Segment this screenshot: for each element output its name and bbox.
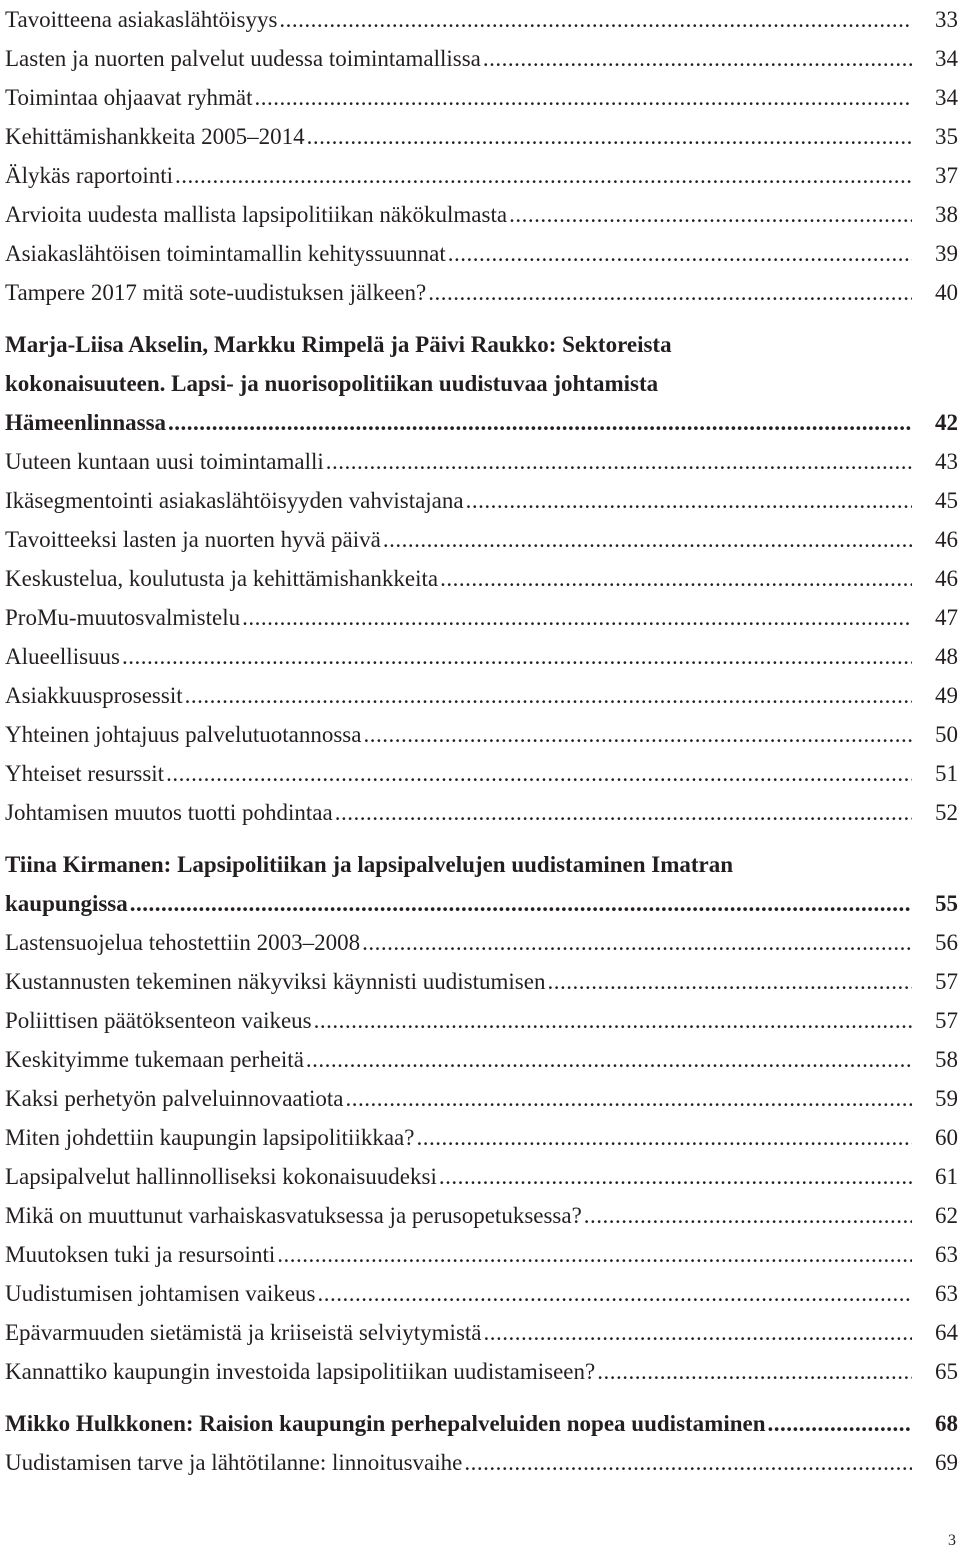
section-heading-entry[interactable]	[5, 884, 960, 923]
dot-leader	[326, 442, 912, 481]
toc-entry-title: Kehittämishankkeita 2005–2014	[5, 124, 305, 149]
section-heading-page: 68	[935, 1411, 958, 1436]
dot-leader	[185, 676, 912, 715]
toc-entry-title: Kannattiko kaupungin investoida lapsipolitiikan uudistamiseen?	[5, 1359, 596, 1384]
toc-entry[interactable]	[5, 520, 960, 559]
toc-entry-title: Uuteen kuntaan uusi toimintamalli	[5, 449, 324, 474]
toc-entry[interactable]	[5, 117, 960, 156]
section-heading-line: Marja-Liisa Akselin, Markku Rimpelä ja Päivi Raukko: Sektoreista	[5, 332, 672, 357]
toc-entry-title: Tampere 2017 mitä sote-uudistuksen jälkeen?	[5, 280, 427, 305]
toc-entry-title: Asiakaslähtöisen toimintamallin kehityssuunnat	[5, 241, 446, 266]
toc-entry-page: 35	[935, 124, 958, 149]
toc-entry[interactable]	[5, 1040, 960, 1079]
toc-entry-title: Yhteiset resurssit	[5, 761, 165, 786]
toc-entry-title: Lapsipalvelut hallinnolliseksi kokonaisuudeksi	[5, 1164, 437, 1189]
section-heading-page: 55	[935, 891, 958, 916]
toc-entry-page: 38	[935, 202, 958, 227]
toc-entry[interactable]	[5, 156, 960, 195]
dot-leader	[509, 195, 912, 234]
toc-entry-title: Asiakkuusprosessit	[5, 683, 183, 708]
toc-section-raisio	[5, 1404, 960, 1482]
toc-entry-page: 51	[935, 761, 958, 786]
toc-entry-page: 46	[935, 566, 958, 591]
dot-leader	[383, 520, 912, 559]
section-heading-entry[interactable]	[5, 1404, 960, 1443]
section-heading-title: Mikko Hulkkonen: Raision kaupungin perhepalveluiden nopea uudistaminen	[5, 1411, 766, 1436]
toc-block-tampere	[5, 0, 960, 312]
dot-leader	[448, 234, 912, 273]
toc-entry-title: ProMu-muutosvalmistelu	[5, 605, 241, 630]
toc-entry-title: Lasten ja nuorten palvelut uudessa toimintamallissa	[5, 46, 481, 71]
section-heading-line: Tiina Kirmanen: Lapsipolitiikan ja lapsipalvelujen uudistaminen Imatran	[5, 852, 734, 877]
dot-leader	[483, 39, 912, 78]
toc-entry[interactable]	[5, 598, 960, 637]
toc-entry-title: Kustannusten tekeminen näkyviksi käynnisti uudistumisen	[5, 969, 546, 994]
dot-leader	[439, 1157, 912, 1196]
toc-entry[interactable]	[5, 923, 960, 962]
toc-entry-title: Tavoitteeksi lasten ja nuorten hyvä päivä	[5, 527, 381, 552]
section-heading-entry[interactable]	[5, 403, 960, 442]
dot-leader	[335, 793, 912, 832]
toc-entry-page: 49	[935, 683, 958, 708]
dot-leader	[464, 1443, 912, 1482]
toc-entry-page: 65	[935, 1359, 958, 1384]
dot-leader	[584, 1196, 912, 1235]
toc-entry-title: Arvioita uudesta mallista lapsipolitiikan näkökulmasta	[5, 202, 508, 227]
toc-entry[interactable]	[5, 234, 960, 273]
toc-entry-title: Ikäsegmentointi asiakaslähtöisyyden vahvistajana	[5, 488, 464, 513]
dot-leader	[363, 715, 912, 754]
toc-entry-title: Mikä on muuttunut varhaiskasvatuksessa ja perusopetuksessa?	[5, 1203, 582, 1228]
toc-entry[interactable]	[5, 1352, 960, 1391]
section-heading-page: 42	[935, 410, 958, 435]
toc-entry-title: Muutoksen tuki ja resursointi	[5, 1242, 276, 1267]
dot-leader	[130, 884, 912, 923]
toc-entry-page: 62	[935, 1203, 958, 1228]
dot-leader	[279, 0, 912, 39]
toc-entry[interactable]	[5, 442, 960, 481]
toc-entry-page: 34	[935, 46, 958, 71]
toc-entry-title: Poliittisen päätöksenteon vaikeus	[5, 1008, 312, 1033]
dot-leader	[314, 1001, 912, 1040]
toc-entry-page: 69	[935, 1450, 958, 1475]
toc-entry[interactable]	[5, 1001, 960, 1040]
toc-entry[interactable]	[5, 1313, 960, 1352]
toc-entry-title: Yhteinen johtajuus palvelutuotannossa	[5, 722, 362, 747]
toc-entry[interactable]	[5, 481, 960, 520]
toc-entry-page: 50	[935, 722, 958, 747]
dot-leader	[175, 156, 912, 195]
dot-leader	[547, 962, 912, 1001]
toc-entry-title: Johtamisen muutos tuotti pohdintaa	[5, 800, 333, 825]
toc-entry[interactable]	[5, 195, 960, 234]
toc-entry-page: 64	[935, 1320, 958, 1345]
toc-section-imatra	[5, 845, 960, 1391]
toc-entry-page: 56	[935, 930, 958, 955]
toc-entry[interactable]	[5, 637, 960, 676]
dot-leader	[277, 1235, 912, 1274]
toc-entry[interactable]	[5, 78, 960, 117]
toc-entry[interactable]	[5, 715, 960, 754]
toc-entry-title: Älykäs raportointi	[5, 163, 173, 188]
toc-entry-page: 59	[935, 1086, 958, 1111]
toc-entry-page: 58	[935, 1047, 958, 1072]
toc-entry[interactable]	[5, 676, 960, 715]
toc-entry-page: 39	[935, 241, 958, 266]
toc-entry-page: 46	[935, 527, 958, 552]
toc-entry[interactable]	[5, 754, 960, 793]
toc-entry[interactable]	[5, 1157, 960, 1196]
toc-entry[interactable]	[5, 1118, 960, 1157]
dot-leader	[168, 403, 912, 442]
toc-entry-page: 34	[935, 85, 958, 110]
section-heading-line: kokonaisuuteen. Lapsi- ja nuorisopolitiikan uudistuvaa johtamista	[5, 371, 659, 396]
toc-entry-page: 45	[935, 488, 958, 513]
dot-leader	[416, 1118, 912, 1157]
toc-entry-page: 33	[935, 7, 958, 32]
dot-leader	[428, 273, 912, 312]
toc-entry-page: 43	[935, 449, 958, 474]
toc-entry[interactable]	[5, 1196, 960, 1235]
toc-entry-title: Epävarmuuden sietämistä ja kriiseistä selviytymistä	[5, 1320, 482, 1345]
dot-leader	[440, 559, 912, 598]
toc-entry-page: 61	[935, 1164, 958, 1189]
toc-entry-page: 63	[935, 1281, 958, 1306]
toc-entry-page: 60	[935, 1125, 958, 1150]
toc-entry-title: Keskityimme tukemaan perheitä	[5, 1047, 304, 1072]
toc-entry[interactable]	[5, 1274, 960, 1313]
toc-entry-title: Keskustelua, koulutusta ja kehittämishankkeita	[5, 566, 439, 591]
toc-entry[interactable]	[5, 0, 960, 39]
section-heading-title: Hämeenlinnassa	[5, 410, 167, 435]
toc-entry[interactable]	[5, 1235, 960, 1274]
dot-leader	[306, 1040, 912, 1079]
toc-entry-page: 52	[935, 800, 958, 825]
toc-entry-title: Lastensuojelua tehostettiin 2003–2008	[5, 930, 361, 955]
toc-entry-title: Tavoitteena asiakaslähtöisyys	[5, 7, 278, 32]
dot-leader	[466, 481, 912, 520]
toc-entry-page: 63	[935, 1242, 958, 1267]
toc-entry-page: 57	[935, 1008, 958, 1033]
toc-entry-title: Toimintaa ohjaavat ryhmät	[5, 85, 253, 110]
toc-entry-page: 37	[935, 163, 958, 188]
toc-entry-page: 40	[935, 280, 958, 305]
toc-entry-page: 48	[935, 644, 958, 669]
dot-leader	[484, 1313, 913, 1352]
toc-entry-title: Alueellisuus	[5, 644, 120, 669]
toc-entry-title: Uudistamisen tarve ja lähtötilanne: linnoitusvaihe	[5, 1450, 463, 1475]
toc-entry-title: Miten johdettiin kaupungin lapsipolitiikkaa?	[5, 1125, 415, 1150]
toc-entry[interactable]	[5, 793, 960, 832]
dot-leader	[254, 78, 912, 117]
dot-leader	[307, 117, 912, 156]
page-number: 3	[948, 1532, 956, 1549]
toc-entry-page: 47	[935, 605, 958, 630]
dot-leader	[597, 1352, 912, 1391]
dot-leader	[362, 923, 912, 962]
toc-entry-title: Uudistumisen johtamisen vaikeus	[5, 1281, 316, 1306]
table-of-contents	[5, 0, 960, 1482]
toc-entry[interactable]	[5, 1079, 960, 1118]
toc-entry[interactable]	[5, 559, 960, 598]
toc-section-hameenlinna	[5, 325, 960, 832]
toc-entry[interactable]	[5, 962, 960, 1001]
dot-leader	[242, 598, 912, 637]
dot-leader	[317, 1274, 912, 1313]
toc-entry[interactable]	[5, 273, 960, 312]
section-heading-title: kaupungissa	[5, 891, 128, 916]
dot-leader	[122, 637, 912, 676]
dot-leader	[768, 1404, 912, 1443]
toc-entry[interactable]	[5, 39, 960, 78]
toc-entry-title: Kaksi perhetyön palveluinnovaatiota	[5, 1086, 344, 1111]
toc-entry[interactable]	[5, 1443, 960, 1482]
toc-entry-page: 57	[935, 969, 958, 994]
dot-leader	[166, 754, 912, 793]
dot-leader	[346, 1079, 912, 1118]
